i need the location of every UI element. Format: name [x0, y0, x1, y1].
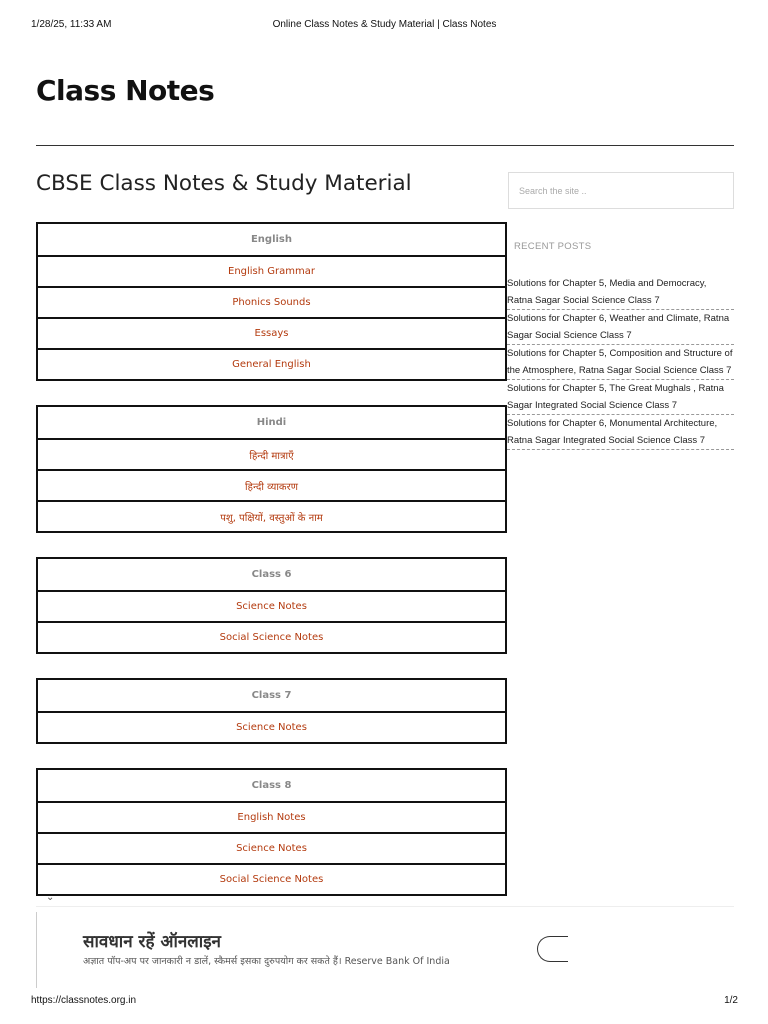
table-row: [38, 469, 505, 500]
table-row: [38, 832, 505, 863]
header-divider: [36, 145, 734, 146]
recent-post-item: [507, 380, 734, 415]
recent-post-item: [507, 415, 734, 450]
table-header-english: English: [250, 234, 293, 245]
search-input[interactable]: [508, 172, 734, 209]
table-row: [38, 621, 505, 652]
recent-posts-heading: RECENT POSTS: [514, 241, 592, 252]
table-header-class-7: Class 7: [251, 690, 292, 701]
table-header-hindi: Hindi: [256, 417, 287, 428]
class-6-social-science-link[interactable]: Social Science Notes: [219, 632, 324, 643]
class-8-english-link[interactable]: English Notes: [237, 812, 306, 823]
general-english-link[interactable]: General English: [232, 359, 311, 370]
class-8-science-link[interactable]: Science Notes: [236, 843, 307, 854]
recent-post-link[interactable]: Solutions for Chapter 5, Media and Democracy, Ratna Sagar Social Science Class 7: [507, 278, 707, 306]
recent-post-link[interactable]: Solutions for Chapter 6, Weather and Climate, Ratna Sagar Social Science Class 7: [507, 313, 730, 341]
print-page-count: 1/2: [724, 995, 738, 1006]
class-7-table: [36, 678, 507, 744]
class-8-table: [36, 768, 507, 896]
table-header-class-6: Class 6: [251, 569, 292, 580]
ad-divider: [36, 906, 734, 907]
recent-post-link[interactable]: Solutions for Chapter 5, Composition and Structure of the Atmosphere, Ratna Sagar Social Science Class 7: [507, 348, 733, 376]
table-row: [38, 286, 505, 317]
ad-title: सावधान रहें ऑनलाइन: [83, 932, 221, 952]
table-row: [38, 711, 505, 742]
ad-banner[interactable]: [36, 912, 568, 988]
recent-posts-list: [507, 275, 734, 450]
recent-post-item: [507, 310, 734, 345]
print-datetime: 1/28/25, 11:33 AM: [31, 19, 112, 30]
table-row: [38, 863, 505, 894]
table-row: [38, 438, 505, 469]
essays-link[interactable]: Essays: [254, 328, 289, 339]
table-row: [38, 590, 505, 621]
print-header: [31, 19, 738, 33]
ad-cta-button[interactable]: [537, 936, 568, 962]
site-logo[interactable]: Class Notes: [36, 74, 215, 107]
ad-subtitle: अज्ञात पॉप-अप पर जानकारी न डालें, स्कैमर्स इसका दुरुपयोग कर सकते हैं। Reserve Bank Of India: [83, 956, 450, 967]
recent-post-link[interactable]: Solutions for Chapter 5, The Great Mughals , Ratna Sagar Integrated Social Science Class 7: [507, 383, 724, 411]
table-row: [38, 348, 505, 379]
recent-post-item: [507, 275, 734, 310]
class-6-science-link[interactable]: Science Notes: [236, 601, 307, 612]
hindi-vyakaran-link[interactable]: हिन्दी व्याकरण: [245, 481, 298, 493]
hindi-names-link[interactable]: पशु, पक्षियों, वस्तुओं के नाम: [220, 512, 323, 524]
recent-post-link[interactable]: Solutions for Chapter 6, Monumental Architecture, Ratna Sagar Integrated Social Science Class 7: [507, 418, 718, 446]
table-row: [38, 801, 505, 832]
phonics-sounds-link[interactable]: Phonics Sounds: [232, 297, 311, 308]
table-header-class-8: Class 8: [251, 780, 292, 791]
table-row: [38, 317, 505, 348]
recent-post-item: [507, 345, 734, 380]
class-6-table: [36, 557, 507, 654]
ad-collapse-chevron-icon[interactable]: ⌄: [46, 892, 55, 903]
table-row: [38, 500, 505, 531]
english-table: [36, 222, 507, 381]
print-url: https://classnotes.org.in: [31, 995, 137, 1006]
page-title: CBSE Class Notes & Study Material: [36, 171, 412, 196]
print-page-title: Online Class Notes & Study Material | Class Notes: [272, 19, 497, 30]
hindi-matra-link[interactable]: हिन्दी मात्राएँ: [249, 450, 294, 462]
table-row: [38, 255, 505, 286]
class-7-science-link[interactable]: Science Notes: [236, 722, 307, 733]
hindi-table: [36, 405, 507, 533]
class-8-social-science-link[interactable]: Social Science Notes: [219, 874, 324, 885]
english-grammar-link[interactable]: English Grammar: [228, 266, 315, 277]
